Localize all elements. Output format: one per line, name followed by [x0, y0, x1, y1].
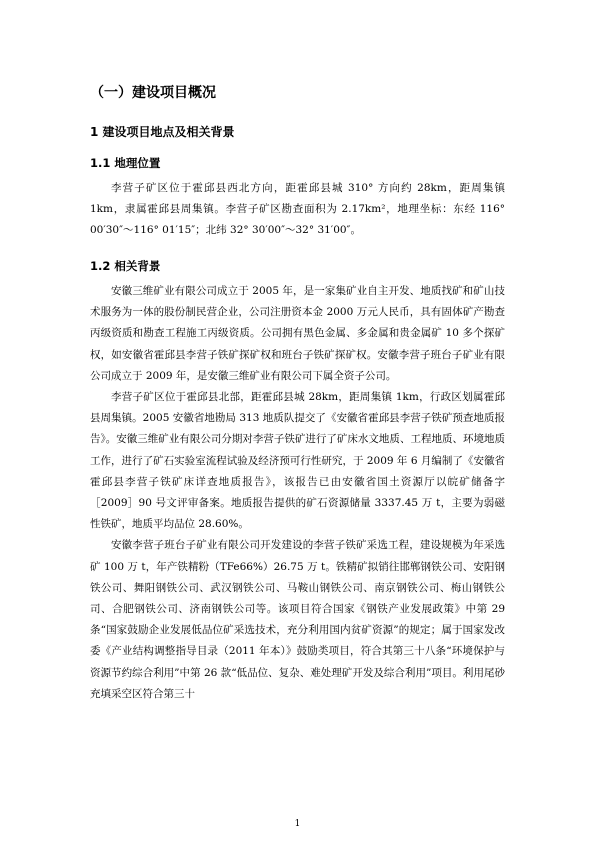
subsection-title: 1 建设项目地点及相关背景	[90, 125, 235, 139]
geo-paragraph: 李营子矿区位于霍邱县西北方向，距霍邱县城 310° 方向约 28km，距周集镇 1km，隶属霍邱县周集镇。李营子矿区勘查面积为 2.17km²，地理坐标：东经 116° 00′30″～116° 01′15″；北纬 32° 30′00″～32° 31′00″。	[90, 182, 505, 237]
page-number: 1	[294, 819, 301, 829]
geo-paragraph-block	[90, 178, 505, 242]
background-paragraph-block	[90, 281, 505, 705]
background-paragraph-1: 安徽三维矿业有限公司成立于 2005 年，是一家集矿业自主开发、地质找矿和矿山技术服务为一体的股份制民营企业，公司注册资本金 2000 万元人民币，具有固体矿产勘查丙级资质和勘查工程施工丙级资质。公司拥有黑色金属、多金属和贵金属矿 10 多个探矿权，如安徽省霍邱县李营子铁矿探矿权和班台子铁矿探矿权。安徽李营子班台子矿业有限公司成立于 2009 年，是安徽三维矿业有限公司下属全资子公司。	[90, 285, 505, 382]
background-paragraph-2: 李营子矿区位于霍邱县北部，距霍邱县城 28km，距周集镇 1km，行政区划属霍邱县周集镇。2005 安徽省地勘局 313 地质队提交了《安徽省霍邱县李营子铁矿预查地质报告》。安徽三维矿业有限公司分期对李营子铁矿进行了矿床水文地质、工程地质、环境地质工作，进行了矿石实验室流程试验及经济预可行性研究，于 2009 年 6 月编制了《安徽省霍邱县李营子铁矿床详查地质报告》，该报告已由安徽省国土资源厅以皖矿储备字［2009］90 号文评审备案。地质报告提供的矿石资源储量 3337.45 万 t，主要为弱磁性铁矿，地质平均品位 28.60%。	[90, 391, 505, 531]
background-paragraph-3: 安徽李营子班台子矿业有限公司开发建设的李营子铁矿采选工程，建设规模为年采选矿 100 万 t，年产铁精粉（TFe66%）26.75 万 t。铁精矿拟销往邯郸钢铁公司、安阳钢铁公司、舞阳钢铁公司、武汉钢铁公司、马鞍山钢铁公司、南京钢铁公司、梅山钢铁公司、合肥钢铁公司、济南钢铁公司等。该项目符合国家《钢铁产业发展政策》中第 29 条“国家鼓励企业发展低品位矿采选技术，充分利用国内贫矿资源”的规定；属于国家发改委《产业结构调整指导目录（2011 年本）》鼓励类项目，符合其第三十八条“环境保护与资源节约综合利用”中第 26 款“低品位、复杂、难处理矿开发及综合利用”项目。利用尾砂充填采空区符合第三十	[90, 539, 505, 700]
section-title: （一）建设项目概况	[90, 85, 216, 101]
background-heading: 1.2 相关背景	[90, 259, 161, 273]
geo-heading: 1.1 地理位置	[90, 156, 161, 170]
